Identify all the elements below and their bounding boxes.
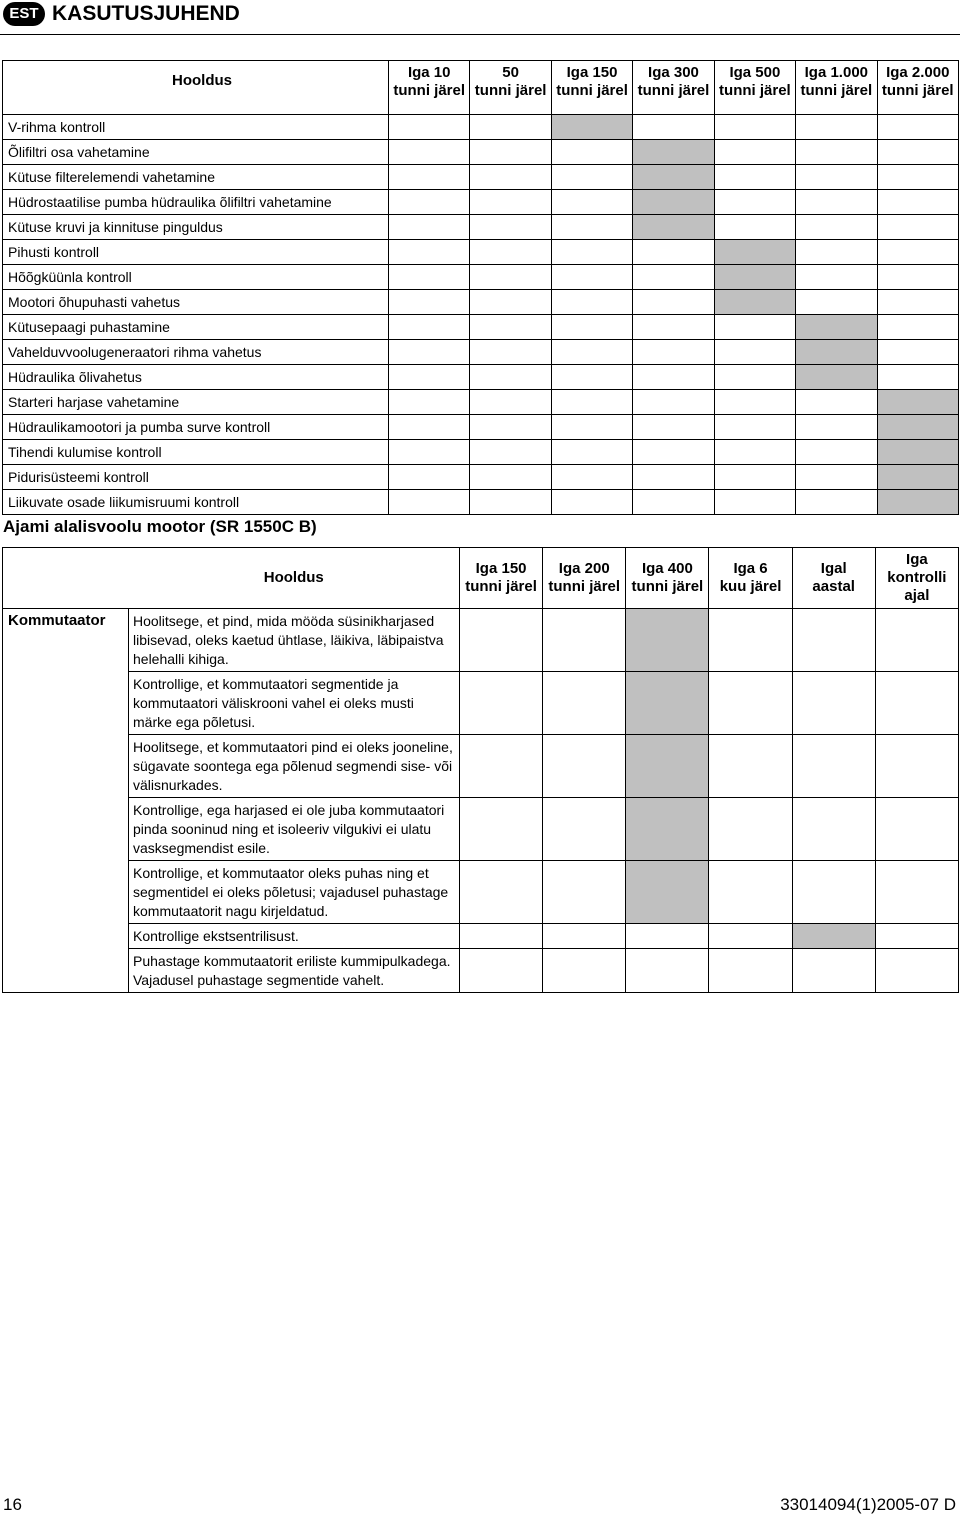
table-row bbox=[3, 165, 959, 190]
task-text: Hoolitsege, et pind, mida mööda süsinikharjased libisevad, oleks kaetud ühtlase, läikiva, läbipaistva helehalli kihiga. bbox=[129, 609, 460, 672]
schedule-cell bbox=[877, 190, 958, 215]
task-label: Liikuvate osade liikumisruumi kontroll bbox=[3, 490, 389, 515]
table-row bbox=[3, 440, 959, 465]
header-line: Iga 500 bbox=[729, 64, 781, 81]
schedule-cell bbox=[543, 924, 626, 949]
table-row bbox=[3, 115, 959, 140]
schedule-cell bbox=[796, 115, 877, 140]
schedule-cell bbox=[877, 115, 958, 140]
schedule-mark bbox=[796, 340, 877, 365]
schedule-cell bbox=[551, 240, 632, 265]
schedule-cell bbox=[796, 290, 877, 315]
schedule-cell bbox=[460, 861, 543, 924]
schedule-cell bbox=[551, 440, 632, 465]
language-badge: EST bbox=[3, 2, 45, 26]
schedule-cell bbox=[714, 365, 795, 390]
task-label: Starteri harjase vahetamine bbox=[3, 390, 389, 415]
page-number: 16 bbox=[3, 1495, 22, 1514]
schedule-cell bbox=[796, 465, 877, 490]
schedule-cell bbox=[709, 609, 792, 672]
interval-header bbox=[470, 61, 551, 115]
schedule-cell bbox=[551, 165, 632, 190]
header-line: Iga 300 bbox=[648, 64, 699, 81]
schedule-cell bbox=[543, 735, 626, 798]
schedule-cell bbox=[551, 365, 632, 390]
schedule-cell bbox=[796, 240, 877, 265]
header-line: Igal bbox=[820, 560, 847, 577]
table-row bbox=[3, 240, 959, 265]
schedule-cell bbox=[389, 440, 470, 465]
task-label: Hüdrostaatilise pumba hüdraulika õlifiltri vahetamine bbox=[3, 190, 389, 215]
schedule-cell bbox=[877, 365, 958, 390]
header-line: Iga 1.000 bbox=[804, 64, 869, 81]
schedule-cell bbox=[714, 390, 795, 415]
schedule-cell bbox=[460, 924, 543, 949]
schedule-mark bbox=[714, 240, 795, 265]
schedule-cell bbox=[875, 609, 958, 672]
schedule-cell bbox=[877, 165, 958, 190]
header-line: tunni järel bbox=[393, 82, 466, 99]
schedule-cell bbox=[626, 924, 709, 949]
schedule-cell bbox=[792, 609, 875, 672]
task-label: Tihendi kulumise kontroll bbox=[3, 440, 389, 465]
table-row bbox=[3, 290, 959, 315]
schedule-cell bbox=[470, 240, 551, 265]
schedule-cell bbox=[796, 415, 877, 440]
header-line: Iga 150 bbox=[566, 64, 618, 81]
schedule-cell bbox=[551, 190, 632, 215]
schedule-cell bbox=[551, 340, 632, 365]
header-line: kontrolli bbox=[887, 569, 947, 586]
schedule-cell bbox=[389, 265, 470, 290]
header-line: tunni järel bbox=[474, 82, 547, 99]
schedule-cell bbox=[551, 140, 632, 165]
schedule-mark bbox=[551, 115, 632, 140]
interval-header bbox=[877, 61, 958, 115]
schedule-cell bbox=[714, 140, 795, 165]
header-line: ajal bbox=[904, 587, 930, 604]
header-line: Iga 200 bbox=[558, 560, 610, 577]
schedule-cell bbox=[709, 924, 792, 949]
task-label: Mootori õhupuhasti vahetus bbox=[3, 290, 389, 315]
schedule-cell bbox=[633, 490, 714, 515]
table-row bbox=[3, 140, 959, 165]
schedule-mark bbox=[633, 165, 714, 190]
schedule-cell bbox=[389, 390, 470, 415]
table-row bbox=[3, 265, 959, 290]
task-label: Vahelduvvoolugeneraatori rihma vahetus bbox=[3, 340, 389, 365]
schedule-cell bbox=[389, 465, 470, 490]
maintenance-table bbox=[2, 60, 959, 515]
schedule-cell bbox=[792, 735, 875, 798]
schedule-mark bbox=[633, 140, 714, 165]
interval-header bbox=[875, 548, 958, 609]
table-row bbox=[3, 190, 959, 215]
task-label: Hüdraulika õlivahetus bbox=[3, 365, 389, 390]
schedule-cell bbox=[709, 798, 792, 861]
task-label: Hõõgküünla kontroll bbox=[3, 265, 389, 290]
schedule-cell bbox=[877, 340, 958, 365]
schedule-cell bbox=[551, 415, 632, 440]
schedule-cell bbox=[714, 190, 795, 215]
table-row bbox=[3, 390, 959, 415]
schedule-mark bbox=[714, 290, 795, 315]
header-line: kuu järel bbox=[719, 578, 782, 595]
schedule-cell bbox=[543, 672, 626, 735]
schedule-cell bbox=[633, 115, 714, 140]
task-text: Hoolitsege, et kommutaatori pind ei oleks jooneline, sügavate soontega ega põlenud segmendi sise- või välisnurkades. bbox=[129, 735, 460, 798]
schedule-cell bbox=[543, 949, 626, 993]
schedule-cell bbox=[460, 672, 543, 735]
table-row bbox=[3, 465, 959, 490]
schedule-cell bbox=[470, 390, 551, 415]
table-row bbox=[3, 949, 959, 993]
task-label: Kütuse kruvi ja kinnituse pinguldus bbox=[3, 215, 389, 240]
schedule-cell bbox=[714, 215, 795, 240]
schedule-cell bbox=[633, 290, 714, 315]
schedule-cell bbox=[626, 949, 709, 993]
schedule-cell bbox=[633, 265, 714, 290]
schedule-mark bbox=[633, 215, 714, 240]
schedule-cell bbox=[709, 861, 792, 924]
schedule-cell bbox=[875, 672, 958, 735]
interval-header bbox=[460, 548, 543, 609]
schedule-cell bbox=[877, 240, 958, 265]
schedule-cell bbox=[470, 415, 551, 440]
schedule-cell bbox=[389, 315, 470, 340]
interval-header bbox=[389, 61, 470, 115]
table-row bbox=[3, 315, 959, 340]
schedule-cell bbox=[796, 140, 877, 165]
schedule-cell bbox=[714, 465, 795, 490]
schedule-cell bbox=[551, 465, 632, 490]
schedule-cell bbox=[633, 415, 714, 440]
schedule-cell bbox=[460, 798, 543, 861]
schedule-cell bbox=[470, 290, 551, 315]
schedule-cell bbox=[796, 440, 877, 465]
task-text: Kontrollige, ega harjased ei ole juba kommutaatori pinda sooninud ning et isoleeriv vilgukivi ei ulatu vasksegmendist esile. bbox=[129, 798, 460, 861]
schedule-cell bbox=[460, 609, 543, 672]
header-line: Iga bbox=[906, 551, 928, 568]
header-maintenance: Hooldus bbox=[3, 61, 389, 115]
schedule-mark bbox=[877, 415, 958, 440]
interval-header bbox=[551, 61, 632, 115]
schedule-cell bbox=[796, 165, 877, 190]
table-row bbox=[3, 609, 959, 672]
schedule-cell bbox=[551, 290, 632, 315]
schedule-cell bbox=[389, 215, 470, 240]
schedule-cell bbox=[714, 340, 795, 365]
schedule-cell bbox=[470, 215, 551, 240]
schedule-cell bbox=[796, 190, 877, 215]
interval-header bbox=[709, 548, 792, 609]
interval-header bbox=[543, 548, 626, 609]
schedule-cell bbox=[389, 415, 470, 440]
schedule-mark bbox=[626, 609, 709, 672]
section-title: Ajami alalisvoolu mootor (SR 1550C B) bbox=[3, 517, 317, 536]
interval-header bbox=[626, 548, 709, 609]
schedule-cell bbox=[714, 415, 795, 440]
schedule-cell bbox=[792, 798, 875, 861]
schedule-cell bbox=[389, 140, 470, 165]
schedule-cell bbox=[877, 215, 958, 240]
table-header-row bbox=[3, 61, 959, 115]
table-row bbox=[3, 340, 959, 365]
schedule-mark bbox=[626, 798, 709, 861]
schedule-cell bbox=[709, 672, 792, 735]
header-line: Iga 2.000 bbox=[886, 64, 950, 81]
schedule-cell bbox=[470, 140, 551, 165]
task-text: Kontrollige, et kommutaatori segmentide ja kommutaatori väliskrooni vahel ei oleks musti märke ega põletusi. bbox=[129, 672, 460, 735]
header-line: tunni järel bbox=[556, 82, 628, 99]
schedule-cell bbox=[543, 861, 626, 924]
schedule-cell bbox=[543, 609, 626, 672]
header-line: tunni järel bbox=[465, 578, 537, 595]
schedule-cell bbox=[470, 115, 551, 140]
page-title: KASUTUSJUHEND bbox=[52, 2, 240, 25]
schedule-cell bbox=[551, 390, 632, 415]
table-row bbox=[3, 365, 959, 390]
schedule-cell bbox=[389, 240, 470, 265]
schedule-cell bbox=[460, 735, 543, 798]
schedule-mark bbox=[877, 465, 958, 490]
schedule-cell bbox=[796, 265, 877, 290]
task-label: Kütuse filterelemendi vahetamine bbox=[3, 165, 389, 190]
schedule-cell bbox=[792, 672, 875, 735]
schedule-cell bbox=[470, 315, 551, 340]
header-blank bbox=[3, 548, 129, 609]
schedule-cell bbox=[796, 390, 877, 415]
table-row bbox=[3, 672, 959, 735]
schedule-cell bbox=[877, 265, 958, 290]
schedule-mark bbox=[796, 365, 877, 390]
schedule-cell bbox=[875, 735, 958, 798]
table-row bbox=[3, 861, 959, 924]
schedule-cell bbox=[714, 165, 795, 190]
schedule-mark bbox=[626, 735, 709, 798]
header-line: 50 bbox=[502, 64, 519, 81]
schedule-cell bbox=[551, 265, 632, 290]
header-line: Iga 400 bbox=[641, 560, 693, 577]
schedule-cell bbox=[714, 115, 795, 140]
header-line: tunni järel bbox=[881, 82, 954, 99]
schedule-cell bbox=[875, 924, 958, 949]
schedule-cell bbox=[470, 440, 551, 465]
header-line: tunni järel bbox=[631, 578, 704, 595]
task-label: V-rihma kontroll bbox=[3, 115, 389, 140]
schedule-cell bbox=[633, 340, 714, 365]
schedule-cell bbox=[796, 215, 877, 240]
table-row bbox=[3, 798, 959, 861]
schedule-cell bbox=[470, 190, 551, 215]
table-row bbox=[3, 735, 959, 798]
task-label: Pihusti kontroll bbox=[3, 240, 389, 265]
schedule-mark bbox=[877, 490, 958, 515]
schedule-mark bbox=[796, 315, 877, 340]
table-row bbox=[3, 215, 959, 240]
schedule-cell bbox=[796, 490, 877, 515]
schedule-mark bbox=[626, 861, 709, 924]
schedule-mark bbox=[877, 440, 958, 465]
schedule-cell bbox=[714, 490, 795, 515]
task-label: Õlifiltri osa vahetamine bbox=[3, 140, 389, 165]
schedule-cell bbox=[470, 365, 551, 390]
schedule-cell bbox=[470, 490, 551, 515]
schedule-cell bbox=[875, 949, 958, 993]
schedule-cell bbox=[470, 265, 551, 290]
schedule-cell bbox=[389, 115, 470, 140]
schedule-mark bbox=[792, 924, 875, 949]
schedule-cell bbox=[389, 340, 470, 365]
schedule-cell bbox=[470, 465, 551, 490]
schedule-cell bbox=[633, 240, 714, 265]
schedule-cell bbox=[792, 861, 875, 924]
schedule-cell bbox=[551, 215, 632, 240]
schedule-cell bbox=[389, 190, 470, 215]
schedule-cell bbox=[460, 949, 543, 993]
task-label: Kütusepaagi puhastamine bbox=[3, 315, 389, 340]
schedule-cell bbox=[389, 290, 470, 315]
schedule-cell bbox=[709, 735, 792, 798]
schedule-cell bbox=[877, 290, 958, 315]
schedule-cell bbox=[714, 315, 795, 340]
schedule-cell bbox=[389, 490, 470, 515]
header-line: tunni järel bbox=[548, 578, 621, 595]
interval-header bbox=[633, 61, 714, 115]
table-row bbox=[3, 490, 959, 515]
task-text: Kontrollige ekstsentrilisust. bbox=[129, 924, 460, 949]
interval-header bbox=[792, 548, 875, 609]
schedule-mark bbox=[877, 390, 958, 415]
header-line: Iga 6 bbox=[733, 560, 768, 577]
task-text: Puhastage kommutaatorit eriliste kummipulkadega. Vajadusel puhastage segmentide vahelt. bbox=[129, 949, 460, 993]
header-line: tunni järel bbox=[800, 82, 873, 99]
schedule-cell bbox=[633, 440, 714, 465]
schedule-cell bbox=[633, 315, 714, 340]
table-header-row bbox=[3, 548, 959, 609]
document-code: 33014094(1)2005-07 D bbox=[780, 1495, 956, 1514]
interval-header bbox=[796, 61, 877, 115]
schedule-cell bbox=[714, 440, 795, 465]
schedule-cell bbox=[389, 165, 470, 190]
schedule-cell bbox=[633, 365, 714, 390]
schedule-cell bbox=[551, 315, 632, 340]
table-row bbox=[3, 924, 959, 949]
group-label-commutator: Kommutaator bbox=[3, 609, 129, 993]
header-rule bbox=[0, 34, 960, 35]
schedule-cell bbox=[877, 315, 958, 340]
schedule-cell bbox=[470, 340, 551, 365]
schedule-mark bbox=[633, 190, 714, 215]
header-line: Iga 150 bbox=[475, 560, 527, 577]
page-header bbox=[0, 0, 960, 40]
schedule-cell bbox=[543, 798, 626, 861]
schedule-cell bbox=[709, 949, 792, 993]
task-label: Hüdraulikamootori ja pumba surve kontroll bbox=[3, 415, 389, 440]
header-line: tunni järel bbox=[719, 82, 791, 99]
schedule-mark bbox=[714, 265, 795, 290]
interval-header bbox=[714, 61, 795, 115]
header-line: Iga 10 bbox=[407, 64, 451, 81]
task-text: Kontrollige, et kommutaator oleks puhas ning et segmentidel ei oleks põletusi; vajadusel puhastage kommutaatorit nagu kirjeldatud. bbox=[129, 861, 460, 924]
schedule-cell bbox=[470, 165, 551, 190]
header-line: tunni järel bbox=[637, 82, 710, 99]
schedule-cell bbox=[551, 490, 632, 515]
schedule-cell bbox=[633, 390, 714, 415]
schedule-cell bbox=[877, 140, 958, 165]
schedule-mark bbox=[626, 672, 709, 735]
header-line: aastal bbox=[812, 578, 855, 595]
schedule-cell bbox=[792, 949, 875, 993]
schedule-cell bbox=[633, 465, 714, 490]
commutator-table bbox=[2, 547, 959, 993]
header-maintenance: Hooldus bbox=[129, 548, 460, 609]
schedule-cell bbox=[389, 365, 470, 390]
schedule-cell bbox=[875, 861, 958, 924]
schedule-cell bbox=[875, 798, 958, 861]
task-label: Pidurisüsteemi kontroll bbox=[3, 465, 389, 490]
table-row bbox=[3, 415, 959, 440]
